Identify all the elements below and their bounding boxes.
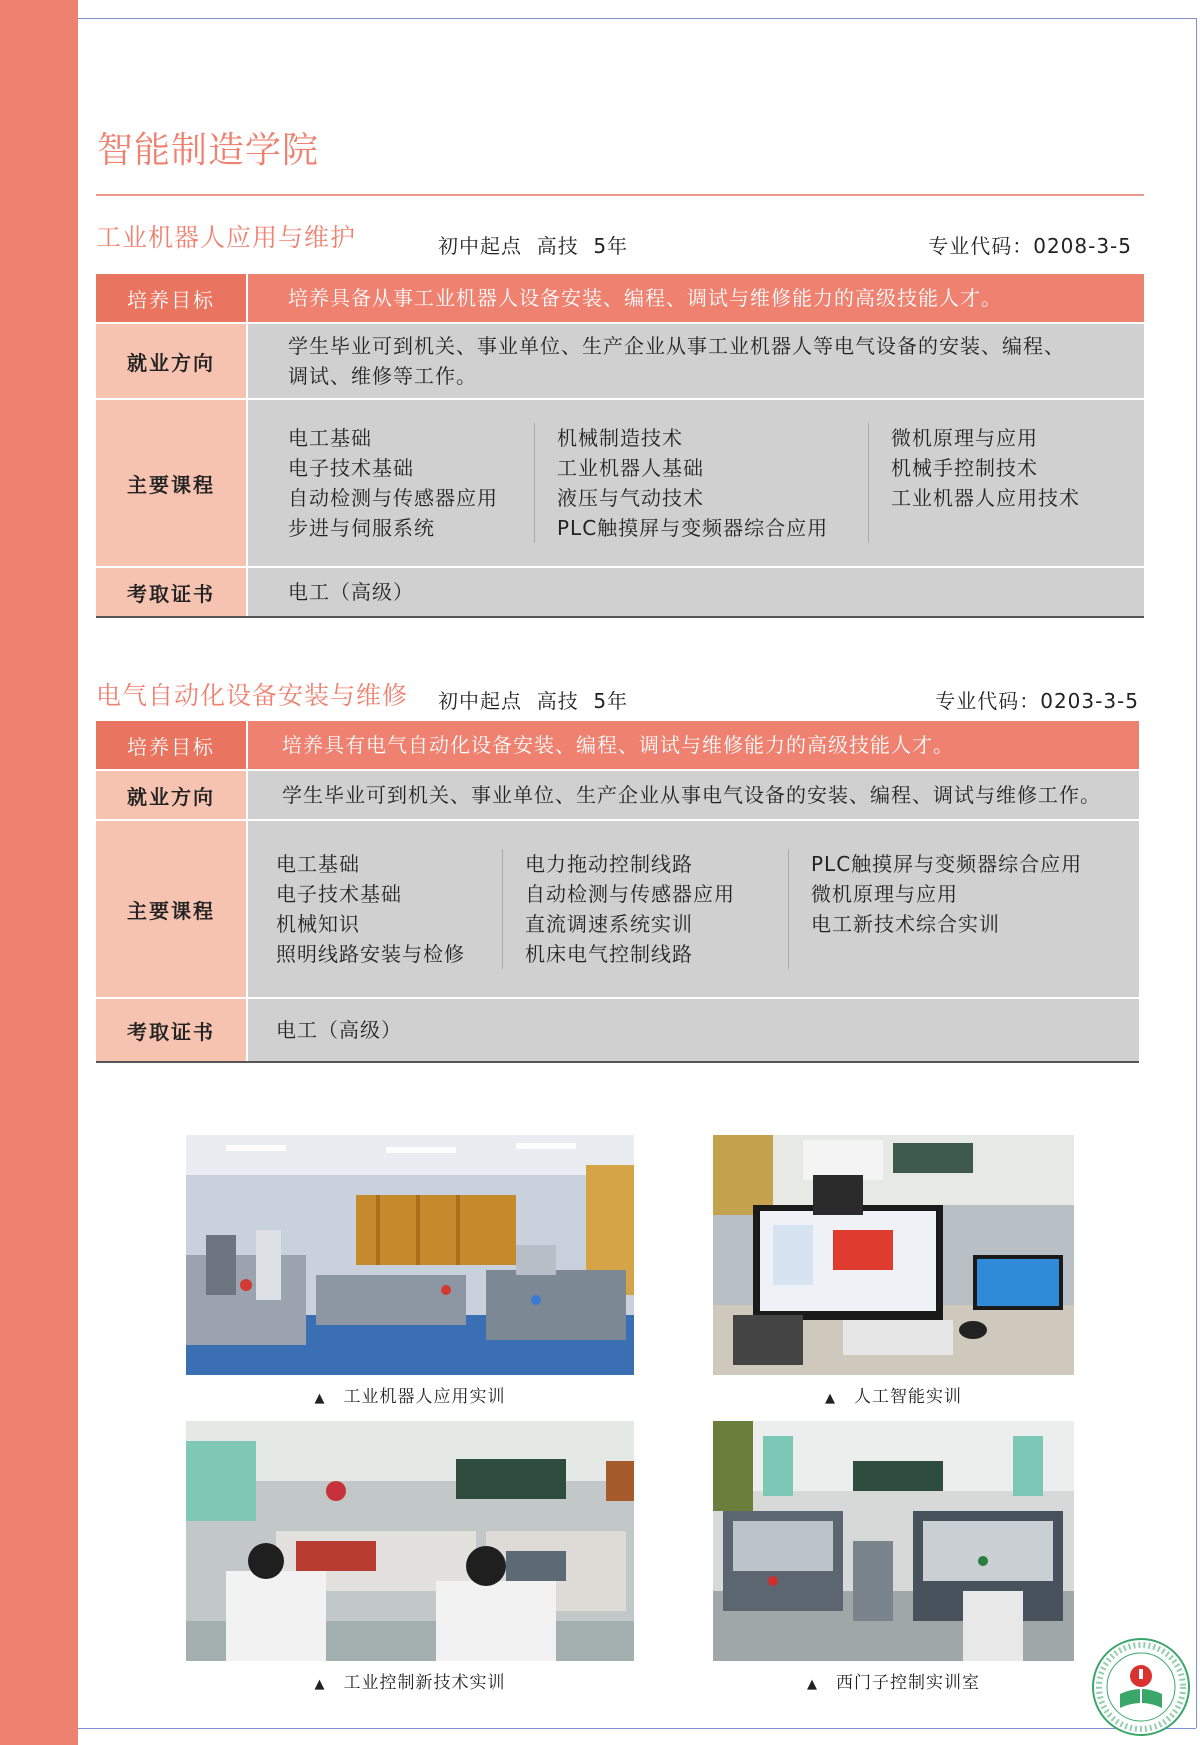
frame-bottom-line (78, 1728, 1196, 1729)
course-item: 直流调速系统实训 (525, 912, 693, 936)
program-name: 工业机器人应用与维护 (96, 223, 357, 252)
course-item: 微机原理与应用 (891, 426, 1038, 450)
courses-area (248, 821, 1139, 997)
course-item: 机械制造技术 (557, 426, 683, 450)
course-item: 液压与气动技术 (557, 486, 704, 510)
course-item: 电工基础 (288, 426, 372, 450)
program-code: 专业代码：0208-3-5 (928, 234, 1132, 258)
program-meta: 初中起点 高技 5年 (438, 234, 629, 258)
course-item: 工业机器人应用技术 (891, 486, 1080, 510)
course-item: PLC触摸屏与变频器综合应用 (557, 516, 829, 540)
title-divider (96, 194, 1144, 196)
course-item: 电工基础 (276, 852, 360, 876)
course-item: 电子技术基础 (276, 882, 402, 906)
row-goal (96, 274, 1144, 322)
row-goal (96, 721, 1139, 769)
caption-marker: ▲ (314, 1677, 326, 1692)
photo-control-lab (186, 1421, 634, 1661)
course-column (868, 423, 1090, 543)
course-item: 机械知识 (276, 912, 360, 936)
certificate-text: 电工（高级） (248, 999, 1139, 1061)
course-item: 电子技术基础 (288, 456, 414, 480)
row-label: 就业方向 (96, 324, 246, 398)
course-columns (276, 849, 1139, 969)
employment-text: 学生毕业可到机关、事业单位、生产企业从事工业机器人等电气设备的安装、编程、调试、维修等工作。 (248, 324, 1144, 398)
row-label: 主要课程 (96, 821, 246, 997)
course-column (288, 423, 534, 543)
course-columns (288, 423, 1144, 543)
row-employment (96, 771, 1139, 819)
caption-text: 西门子控制实训室 (836, 1673, 980, 1693)
caption-marker: ▲ (807, 1677, 818, 1692)
section-header (96, 676, 1139, 721)
course-item: 电力拖动控制线路 (525, 852, 693, 876)
program-name: 电气自动化设备安装与维修 (96, 681, 409, 710)
goal-text: 培养具有电气自动化设备安装、编程、调试与维修能力的高级技能人才。 (248, 721, 1139, 769)
program-section-electrical (96, 676, 1139, 1063)
caption-text: 工业机器人应用实训 (343, 1387, 506, 1407)
row-label: 主要课程 (96, 400, 246, 566)
course-item: 微机原理与应用 (811, 882, 958, 906)
left-color-band (0, 0, 78, 1745)
course-item: 机床电气控制线路 (525, 942, 693, 966)
course-item: 电工新技术综合实训 (811, 912, 1000, 936)
goal-text: 培养具备从事工业机器人设备安装、编程、调试与维修能力的高级技能人才。 (248, 274, 1144, 322)
row-label: 考取证书 (96, 568, 246, 616)
row-label: 培养目标 (96, 274, 246, 322)
row-employment (96, 324, 1144, 398)
section-header (96, 218, 1144, 274)
photo-caption (186, 1382, 634, 1407)
courses-area (248, 400, 1144, 566)
program-section-robotics (96, 218, 1144, 618)
employment-text: 学生毕业可到机关、事业单位、生产企业从事电气设备的安装、编程、调试与维修工作。 (248, 771, 1139, 819)
photo-caption (713, 1668, 1074, 1693)
frame-right-line (1196, 18, 1197, 1728)
school-seal-icon (1090, 1636, 1192, 1738)
frame-top-line (78, 18, 1196, 19)
page-title: 智能制造学院 (97, 130, 320, 171)
program-meta: 初中起点 高技 5年 (438, 689, 629, 713)
course-column (534, 423, 868, 543)
row-certificate (96, 568, 1144, 618)
caption-text: 工业控制新技术实训 (343, 1673, 506, 1693)
course-column (788, 849, 1092, 969)
course-item: 自动检测与传感器应用 (288, 486, 498, 510)
photo-siemens-lab (713, 1421, 1074, 1661)
photo-robot-lab (186, 1135, 634, 1375)
course-item: 机械手控制技术 (891, 456, 1038, 480)
row-courses (96, 821, 1139, 997)
course-column (276, 849, 502, 969)
caption-text: 人工智能实训 (854, 1387, 962, 1407)
caption-marker: ▲ (825, 1391, 836, 1406)
caption-marker: ▲ (314, 1391, 326, 1406)
row-certificate (96, 999, 1139, 1063)
course-item: PLC触摸屏与变频器综合应用 (811, 852, 1083, 876)
row-label: 就业方向 (96, 771, 246, 819)
program-code: 专业代码：0203-3-5 (935, 689, 1139, 713)
course-item: 自动检测与传感器应用 (525, 882, 735, 906)
course-item: 照明线路安装与检修 (276, 942, 465, 966)
photo-ai-lab (713, 1135, 1074, 1375)
photo-caption (713, 1382, 1074, 1407)
course-item: 工业机器人基础 (557, 456, 704, 480)
course-column (502, 849, 788, 969)
photo-caption (186, 1668, 634, 1693)
row-courses (96, 400, 1144, 566)
course-item: 步进与伺服系统 (288, 516, 435, 540)
row-label: 培养目标 (96, 721, 246, 769)
row-label: 考取证书 (96, 999, 246, 1061)
certificate-text: 电工（高级） (248, 568, 1144, 616)
